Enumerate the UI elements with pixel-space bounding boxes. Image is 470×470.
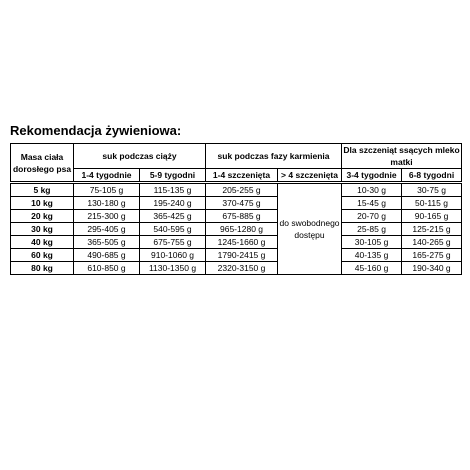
table-row [11,262,462,275]
subheader-puppies-3-4: 3-4 tygodnie [342,169,402,183]
subheader-pregnancy-1-4: 1-4 tygodnie [74,169,140,183]
value-cell: 675-755 g [140,236,206,249]
value-cell: 195-240 g [140,197,206,210]
value-cell: 130-180 g [74,197,140,210]
value-cell: 1130-1350 g [140,262,206,275]
value-cell: 75-105 g [74,183,140,197]
mass-cell: 10 kg [11,197,74,210]
subheader-pregnancy-5-9: 5-9 tygodni [140,169,206,183]
value-cell: 295-405 g [74,223,140,236]
value-cell: 125-215 g [402,223,462,236]
mass-cell: 80 kg [11,262,74,275]
value-cell: 30-75 g [402,183,462,197]
value-cell: 45-160 g [342,262,402,275]
value-cell: 40-135 g [342,249,402,262]
mass-cell: 5 kg [11,183,74,197]
value-cell: 215-300 g [74,210,140,223]
value-cell: 675-885 g [206,210,278,223]
table-row [11,183,462,197]
table-row [11,236,462,249]
value-cell: 115-135 g [140,183,206,197]
subheader-nursing-1-4: 1-4 szczenięta [206,169,278,183]
value-cell: 1790-2415 g [206,249,278,262]
value-cell: 2320-3150 g [206,262,278,275]
value-cell: 490-685 g [74,249,140,262]
header-mass: Masa ciała dorosłego psa [11,144,74,183]
value-cell: 165-275 g [402,249,462,262]
value-cell: 15-45 g [342,197,402,210]
value-cell: 90-165 g [402,210,462,223]
header-puppies: Dla szczeniąt ssących mleko matki [343,145,460,167]
subheader-nursing-over-4: > 4 szczenięta [278,169,342,183]
subheader-puppies-6-8: 6-8 tygodni [402,169,462,183]
mass-cell: 30 kg [11,223,74,236]
value-cell: 140-265 g [402,236,462,249]
value-cell: 910-1060 g [140,249,206,262]
header-nursing: suk podczas fazy karmienia [206,144,342,169]
page-title: Rekomendacja żywieniowa: [10,123,182,138]
value-cell: 25-85 g [342,223,402,236]
value-cell: 10-30 g [342,183,402,197]
value-cell: 1245-1660 g [206,236,278,249]
value-cell: 610-850 g [74,262,140,275]
value-cell: 370-475 g [206,197,278,210]
value-cell: 365-425 g [140,210,206,223]
value-cell: 30-105 g [342,236,402,249]
table-row [11,210,462,223]
table-row [11,249,462,262]
feeding-table [10,143,462,275]
value-cell: 190-340 g [402,262,462,275]
value-cell: 50-115 g [402,197,462,210]
table-row [11,197,462,210]
value-cell: 20-70 g [342,210,402,223]
value-cell: 965-1280 g [206,223,278,236]
header-pregnancy: suk podczas ciąży [74,144,206,169]
value-cell: 540-595 g [140,223,206,236]
value-cell: 205-255 g [206,183,278,197]
mass-cell: 20 kg [11,210,74,223]
mass-cell: 40 kg [11,236,74,249]
free-access-cell: do swobodnego dostępu [278,183,342,275]
mass-cell: 60 kg [11,249,74,262]
table-row [11,223,462,236]
value-cell: 365-505 g [74,236,140,249]
